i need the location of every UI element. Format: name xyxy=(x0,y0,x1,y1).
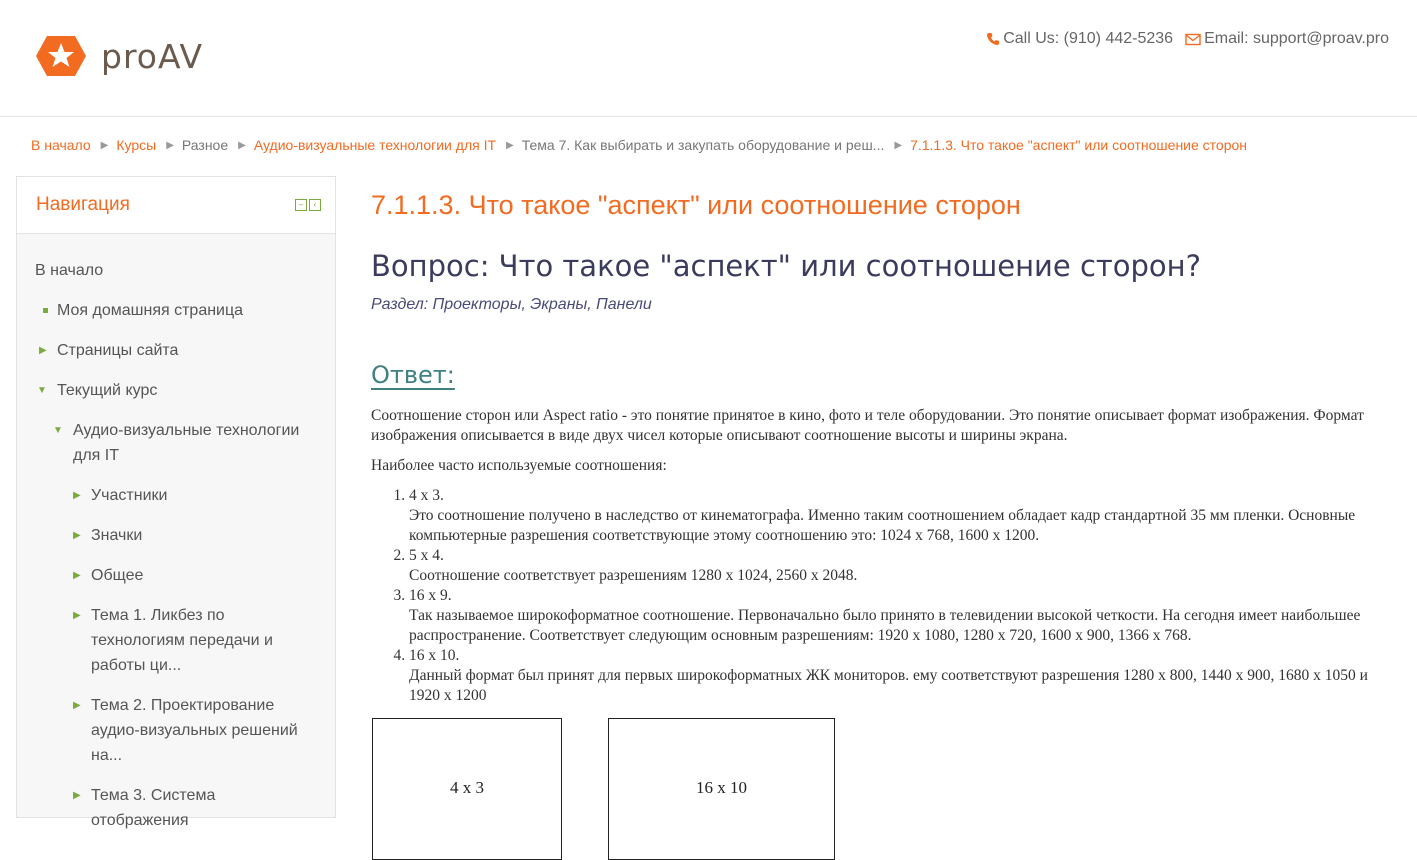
logo-text: proAV xyxy=(101,36,204,76)
email-text: Email: support@proav.pro xyxy=(1204,30,1389,47)
email-contact[interactable] xyxy=(1185,30,1389,48)
breadcrumb-courses[interactable]: Курсы xyxy=(116,137,157,153)
answer-body xyxy=(371,406,1401,706)
expand-arrow-icon: ▶ xyxy=(73,790,81,801)
site-logo[interactable] xyxy=(35,35,203,77)
expand-arrow-icon: ▶ xyxy=(73,700,81,711)
nav-item-participants[interactable]: ▶ Участники xyxy=(73,483,167,508)
breadcrumb-course[interactable]: Аудио-визуальные технологии для IT xyxy=(253,137,497,153)
breadcrumb-misc: Разное xyxy=(181,137,229,153)
nav-item-badges[interactable]: ▶ Значки xyxy=(73,523,142,548)
navigation-block xyxy=(16,176,336,829)
common-ratios-label: Наиболее часто используемые соотношения: xyxy=(371,457,667,474)
list-item: 2. 5 x 4. Соотношение соответствует разрешениям 1280 x 1024, 2560 x 2048. xyxy=(409,546,1401,586)
nav-item-home[interactable]: В начало xyxy=(35,262,104,279)
dock-block-icon[interactable]: ‹ xyxy=(309,199,321,211)
breadcrumb-separator-icon: ▶ xyxy=(238,139,246,151)
block-controls xyxy=(295,199,321,211)
answer-heading: Ответ: xyxy=(371,361,455,389)
nav-item-topic-3[interactable]: ▶ Тема 3. Система отображения xyxy=(73,783,313,833)
navigation-title: Навигация xyxy=(36,194,130,215)
nav-item-topic-1[interactable]: ▶ Тема 1. Ликбез по технологиям передачи и работы ци... xyxy=(73,603,293,678)
bullet-icon xyxy=(39,298,53,323)
list-item: 3. 16 x 9. Так называемое широкоформатное соотношение. Первоначально было принято в телевидении высокой четкости. На сегодня имеет наибольшее распространение. Соответствует следующим основным разрешениям: 1920 x 1080, 1280 x 720, 1600 x 900, 1366 x 768. xyxy=(409,586,1401,646)
intro-paragraph: Соотношение сторон или Aspect ratio - это понятие принятое в кино, фото и теле оборудовании. Это понятие описывает формат изображения. Формат изображения описывается в виде двух чисел которые описывают соотношение высоты и ширины экрана. xyxy=(371,407,1364,444)
collapse-arrow-icon: ▼ xyxy=(37,385,47,396)
phone-text: Call Us: (910) 442-5236 xyxy=(1003,30,1174,47)
nav-item-general[interactable]: ▶ Общее xyxy=(73,563,143,588)
contact-info xyxy=(986,30,1389,48)
nav-item-dashboard[interactable]: Моя домашняя страница xyxy=(39,298,243,323)
list-item: 4. 16 x 10. Данный формат был принят для первых широкоформатных ЖК мониторов. ему соответствуют разрешения 1280 x 800, 1440 x 900, 1680 x 1050 и 1920 x 1200 xyxy=(409,646,1401,706)
page-title: 7.1.1.3. Что такое "аспект" или соотношение сторон xyxy=(371,190,1021,220)
aspect-16x10-diagram: 16 x 10 xyxy=(608,718,835,860)
section-label: Раздел: Проекторы, Экраны, Панели xyxy=(371,296,652,313)
expand-arrow-icon: ▶ xyxy=(39,345,47,356)
breadcrumb-separator-icon: ▶ xyxy=(894,139,903,151)
breadcrumb-current[interactable]: 7.1.1.3. Что такое "аспект" или соотношение сторон xyxy=(910,137,1248,153)
list-item: 1. 4 x 3. Это соотношение получено в наследство от кинематографа. Именно таким соотношением обладает кадр стандартной 35 мм пленки. Основные компьютерные разрешения соответствующие этому соотношению это: 1024 x 768, 1600 x 1200. xyxy=(409,486,1401,546)
breadcrumb-home[interactable]: В начало xyxy=(31,137,91,153)
phone-contact[interactable] xyxy=(986,30,1173,48)
ratio-list xyxy=(371,486,1401,706)
nav-item-course[interactable]: ▼ Аудио-визуальные технологии для IT xyxy=(53,418,303,468)
site-header xyxy=(0,0,1417,117)
expand-arrow-icon: ▶ xyxy=(73,530,81,541)
nav-item-site-pages[interactable]: ▶ Страницы сайта xyxy=(39,338,178,363)
collapse-block-icon[interactable]: – xyxy=(295,199,307,211)
nav-item-current-course[interactable]: ▼ Текущий курс xyxy=(37,378,157,403)
expand-arrow-icon: ▶ xyxy=(73,610,81,621)
breadcrumb xyxy=(31,137,1247,153)
collapse-arrow-icon: ▼ xyxy=(53,425,63,436)
breadcrumb-separator-icon: ▶ xyxy=(100,139,109,151)
phone-icon xyxy=(986,32,1000,46)
envelope-icon xyxy=(1185,33,1201,46)
breadcrumb-topic: Тема 7. Как выбирать и закупать оборудование и реш... xyxy=(521,137,885,153)
star-logo-icon xyxy=(35,35,87,77)
navigation-header xyxy=(17,177,335,234)
breadcrumb-separator-icon: ▶ xyxy=(166,139,174,151)
aspect-4x3-diagram: 4 x 3 xyxy=(372,718,562,860)
question-title: Вопрос: Что такое "аспект" или соотношение сторон? xyxy=(371,249,1202,283)
breadcrumb-separator-icon: ▶ xyxy=(506,139,514,151)
nav-item-topic-2[interactable]: ▶ Тема 2. Проектирование аудио-визуальных решений на... xyxy=(73,693,303,768)
expand-arrow-icon: ▶ xyxy=(73,570,81,581)
expand-arrow-icon: ▶ xyxy=(73,490,81,501)
